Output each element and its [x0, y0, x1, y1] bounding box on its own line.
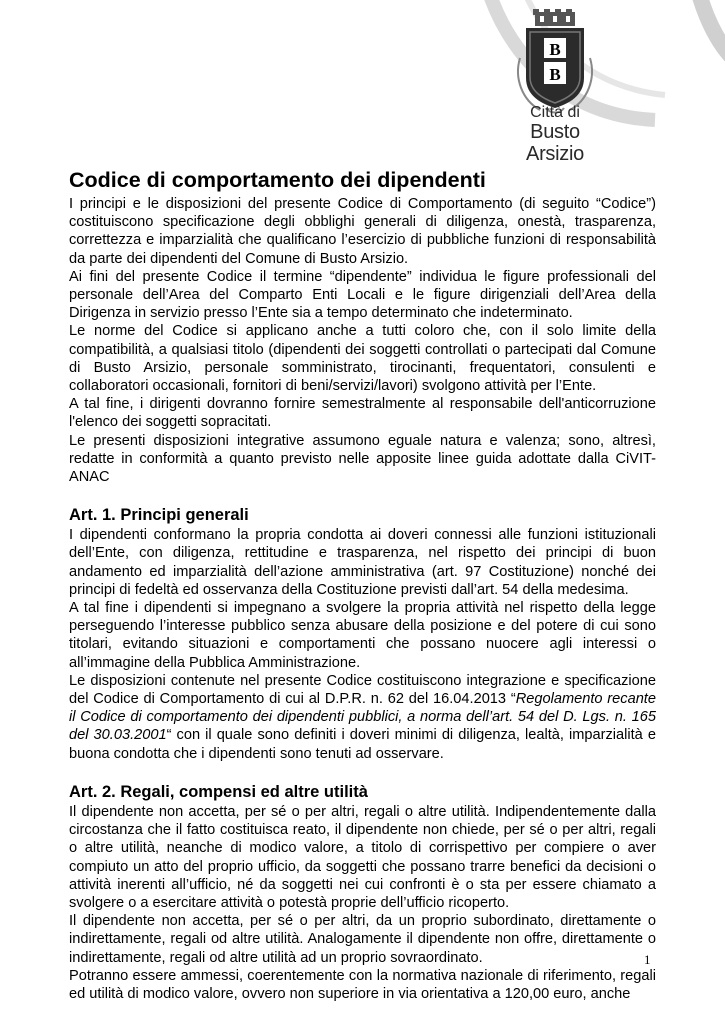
- intro-paragraph-5: Le presenti disposizioni integrative assumono eguale natura e valenza; sono, altresì, redatte in conformità a quanto previsto nelle apposite linee guida adottate dalla CiVIT-ANAC: [69, 432, 656, 486]
- crest-letter-top: B: [549, 40, 561, 59]
- art1-p3-italic-citation: Regolamento recante il Codice di comportamento dei dipendenti pubblici, a norma dell’art. 54 del D. Lgs. n. 165 del 30.03.2001: [69, 691, 656, 744]
- art2-paragraph-1: Il dipendente non accetta, per sé o per altri, regali o altre utilità. Indipendentemente dalla circostanza che il fatto costituisca reato, il dipendente non chiede, per sé o per altri, regali o altre utilità, neanche di modico valore, a titolo di corrispettivo per compiere o aver compiuto un atto del proprio ufficio, da soggetti che possano trarre benefici da decisioni o attività inerenti all’ufficio, né da soggetti nei cui confronti è o sta per essere chiamato a svolgere o a esercitare attività o potestà proprie dell’ufficio ricoperto.: [69, 803, 656, 911]
- art2-paragraph-3: Potranno essere ammessi, coerentemente con la normativa nazionale di riferimento, regali ed utilità di modico valore, ovvero non superiore in via orientativa a 120,00 euro, anche: [69, 967, 656, 1002]
- intro-paragraph-1: I principi e le disposizioni del presente Codice di Comportamento (di seguito “Codice”) costituiscono specificazione degli obblighi generali di diligenza, onestà, trasparenza, correttezza e imparzialità che qualificano l’esercizio di pubbliche funzioni di responsabilità da parte dei dipendenti del Comune di Busto Arsizio.: [69, 196, 656, 267]
- intro-paragraph-3: Le norme del Codice si applicano anche a tutti coloro che, con il solo limite della compatibilità, a qualsiasi titolo (dipendenti dei soggetti controllati o partecipati dal Comune di Busto Arsizio, personale somministrato, tirocinanti, frequentatori, consulenti e collaboratori occasionali, fornitori di beni/servizi/lavori) svolgono attività per l’Ente.: [69, 323, 656, 395]
- art1-p3-text-a: Le disposizioni contenute nel presente Codice costituiscono integrazione e specificazione del Codice di Comportamento di cui al D.P.R. n. 62 del 16.04.2013 “: [69, 672, 656, 708]
- art2-paragraph-2: Il dipendente non accetta, per sé o per altri, da un proprio subordinato, direttamente o indirettamente, regali od altre utilità. Analogamente il dipendente non offre, direttamente o indirettamente, regali od altre utilità ad un proprio sovraordinato.: [69, 913, 656, 966]
- city-name-line1: Città di: [530, 104, 580, 121]
- document-body: [69, 165, 656, 1003]
- city-name-line2: Busto Arsizio: [526, 121, 584, 165]
- city-name-block: [500, 104, 610, 165]
- document-title: Codice di comportamento dei dipendenti: [69, 168, 486, 192]
- art1-paragraph-3: [69, 672, 656, 763]
- art2-heading: Art. 2. Regali, compensi ed altre utilità: [69, 782, 368, 801]
- crest-letter-bottom: B: [549, 65, 561, 84]
- art1-p3-text-b: “ con il quale sono definiti i doveri minimi di diligenza, lealtà, imparzialità e buona condotta che i dipendenti sono tenuti ad osservare.: [69, 727, 656, 762]
- city-crest-logo: [510, 8, 600, 116]
- art1-heading: Art. 1. Principi generali: [69, 506, 249, 525]
- art1-paragraph-2: A tal fine i dipendenti si impegnano a svolgere la propria attività nel rispetto della legge perseguendo l’interesse pubblico senza abusare della posizione e del potere di cui sono titolari, evitando situazioni e comportamenti che possano nuocere agli interessi o all’immagine della Pubblica Amministrazione.: [69, 600, 656, 671]
- art1-paragraph-1: I dipendenti conformano la propria condotta ai doveri connessi alle funzioni istituzionali dell’Ente, con diligenza, rettitudine e trasparenza, nel rispetto dei principi di buon andamento ed imparzialità dell’azione amministrativa (art. 97 Costituzione) nonché dei principi di fedeltà ed osservanza della Costituzione previsti dall’art. 54 della medesima.: [69, 527, 656, 598]
- intro-paragraph-4: A tal fine, i dirigenti dovranno fornire semestralmente al responsabile dell'anticorruzione l'elenco dei soggetti sopracitati.: [69, 396, 656, 431]
- page-number: 1: [644, 952, 651, 967]
- intro-paragraph-2: Ai fini del presente Codice il termine “dipendente” individua le figure professionali del personale dell’Area del Comparto Enti Locali e le figure dirigenziali dell’Area della Dirigenza in servizio presso l’Ente sia a tempo determinato che indeterminato.: [69, 268, 656, 322]
